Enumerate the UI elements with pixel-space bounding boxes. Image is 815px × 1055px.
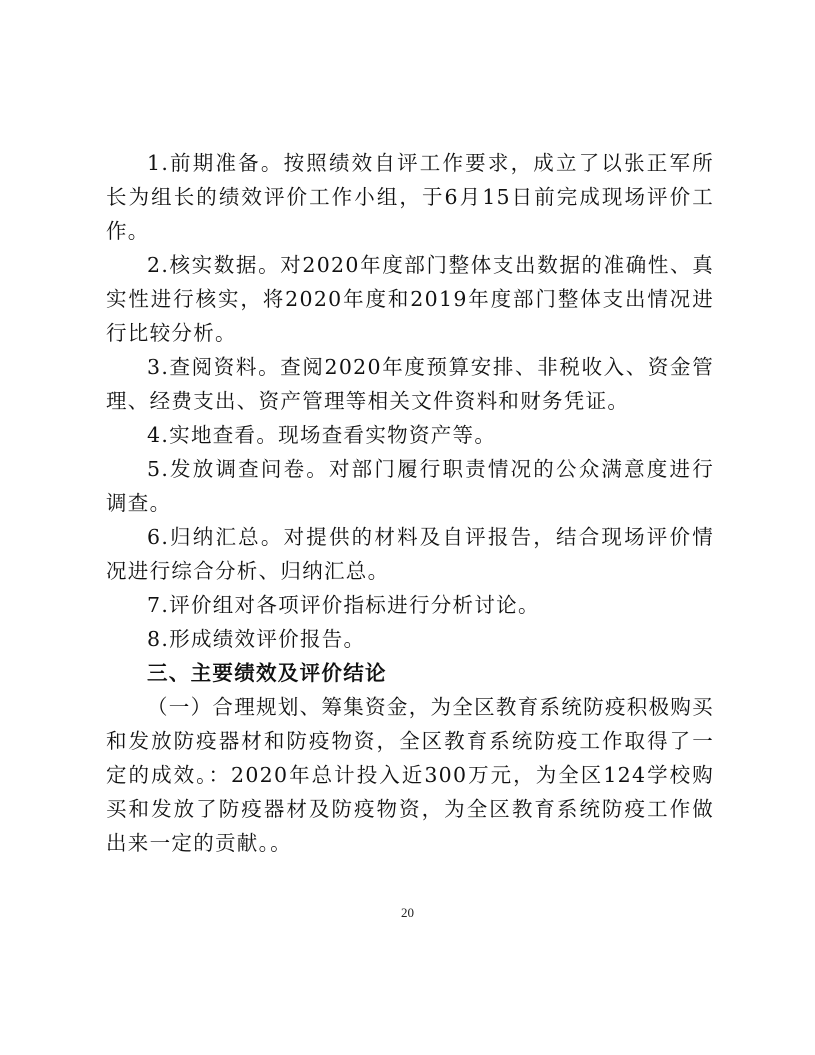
page-number: 20 [401,905,414,920]
document-body [106,146,714,860]
step-discussion-paragraph: 7.评价组对各项评价指标进行分析讨论。 [147,593,540,617]
section-body-paragraph: （一）合理规划、筹集资金，为全区教育系统防疫积极购买和发放防疫器材和防疫物资，全区教育系统防疫工作取得了一定的成效。：2020年总计投入近300万元，为全区124学校购买和发放了防疫器材及防疫物资，为全区教育系统防疫工作做出来一定的贡献。。 [106,695,714,855]
step-questionnaire-paragraph: 5.发放调查问卷。对部门履行职责情况的公众满意度进行调查。 [106,457,714,515]
step-review-materials-paragraph: 3.查阅资料。查阅2020年度预算安排、非税收入、资金管理、经费支出、资产管理等相关文件资料和财务凭证。 [106,355,714,413]
step-summarize-paragraph: 6.归纳汇总。对提供的材料及自评报告，结合现场评价情况进行综合分析、归纳汇总。 [106,525,714,583]
step-site-inspection-paragraph: 4.实地查看。现场查看实物资产等。 [147,423,497,447]
step-prepare-paragraph: 1.前期准备。按照绩效自评工作要求，成立了以张正军所长为组长的绩效评价工作小组，于6月15日前完成现场评价工作。 [106,151,714,243]
section-heading: 三、主要绩效及评价结论 [147,661,387,685]
step-report-paragraph: 8.形成绩效评价报告。 [147,627,366,651]
step-verify-data-paragraph: 2.核实数据。对2020年度部门整体支出数据的准确性、真实性进行核实，将2020年度和2019年度部门整体支出情况进行比较分析。 [106,253,714,345]
